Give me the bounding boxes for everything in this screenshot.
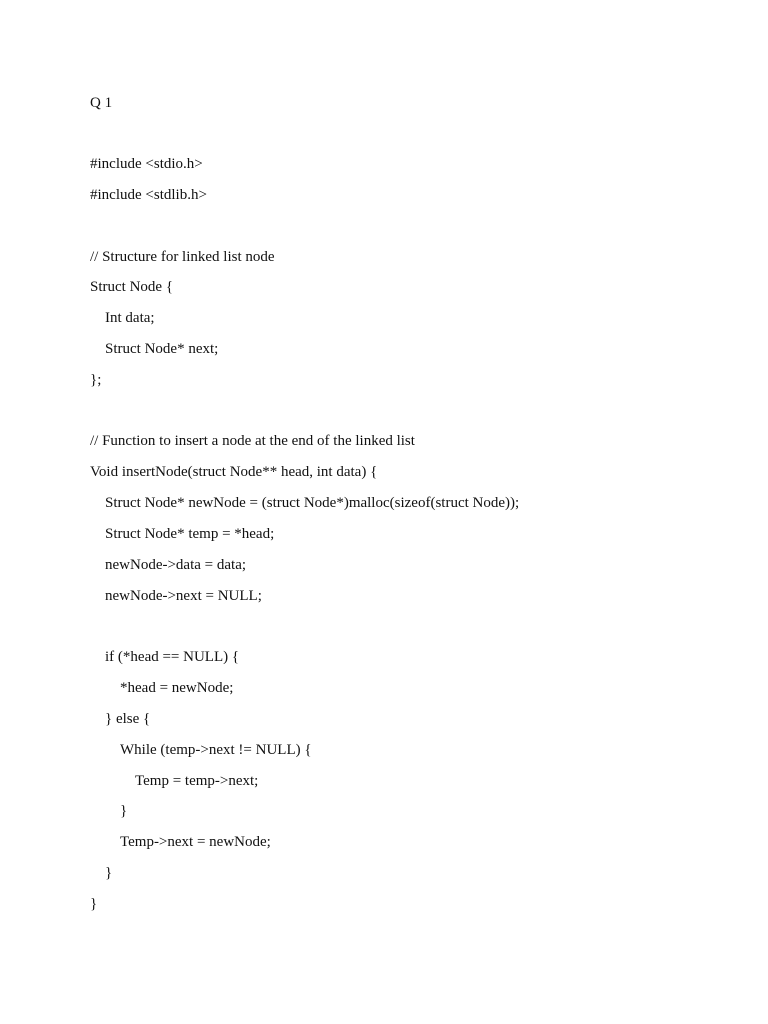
code-line: } — [90, 896, 98, 912]
code-line: While (temp->next != NULL) { — [120, 742, 312, 758]
code-line: Temp->next = newNode; — [120, 834, 271, 850]
code-line: Struct Node* next; — [105, 341, 219, 357]
code-line: #include <stdio.h> — [90, 156, 203, 172]
code-line: }; — [90, 372, 102, 388]
code-line: Void insertNode(struct Node** head, int data) { — [90, 464, 378, 480]
question-heading: Q 1 — [90, 95, 113, 111]
code-line: Temp = temp->next; — [135, 773, 259, 789]
code-line: Struct Node { — [90, 279, 174, 295]
code-line: *head = newNode; — [120, 680, 234, 696]
code-line: Int data; — [105, 310, 155, 326]
code-comment: // Function to insert a node at the end of the linked list — [90, 433, 415, 449]
code-line: Struct Node* newNode = (struct Node*)malloc(sizeof(struct Node)); — [105, 495, 520, 511]
code-line: } — [105, 865, 113, 881]
code-line: newNode->next = NULL; — [105, 588, 262, 604]
code-line: if (*head == NULL) { — [105, 649, 240, 665]
code-comment: // Structure for linked list node — [90, 249, 275, 265]
code-line: } — [120, 803, 128, 819]
code-line: } else { — [105, 711, 151, 727]
code-line: newNode->data = data; — [105, 557, 247, 573]
code-line: #include <stdlib.h> — [90, 187, 207, 203]
code-line: Struct Node* temp = *head; — [105, 526, 275, 542]
